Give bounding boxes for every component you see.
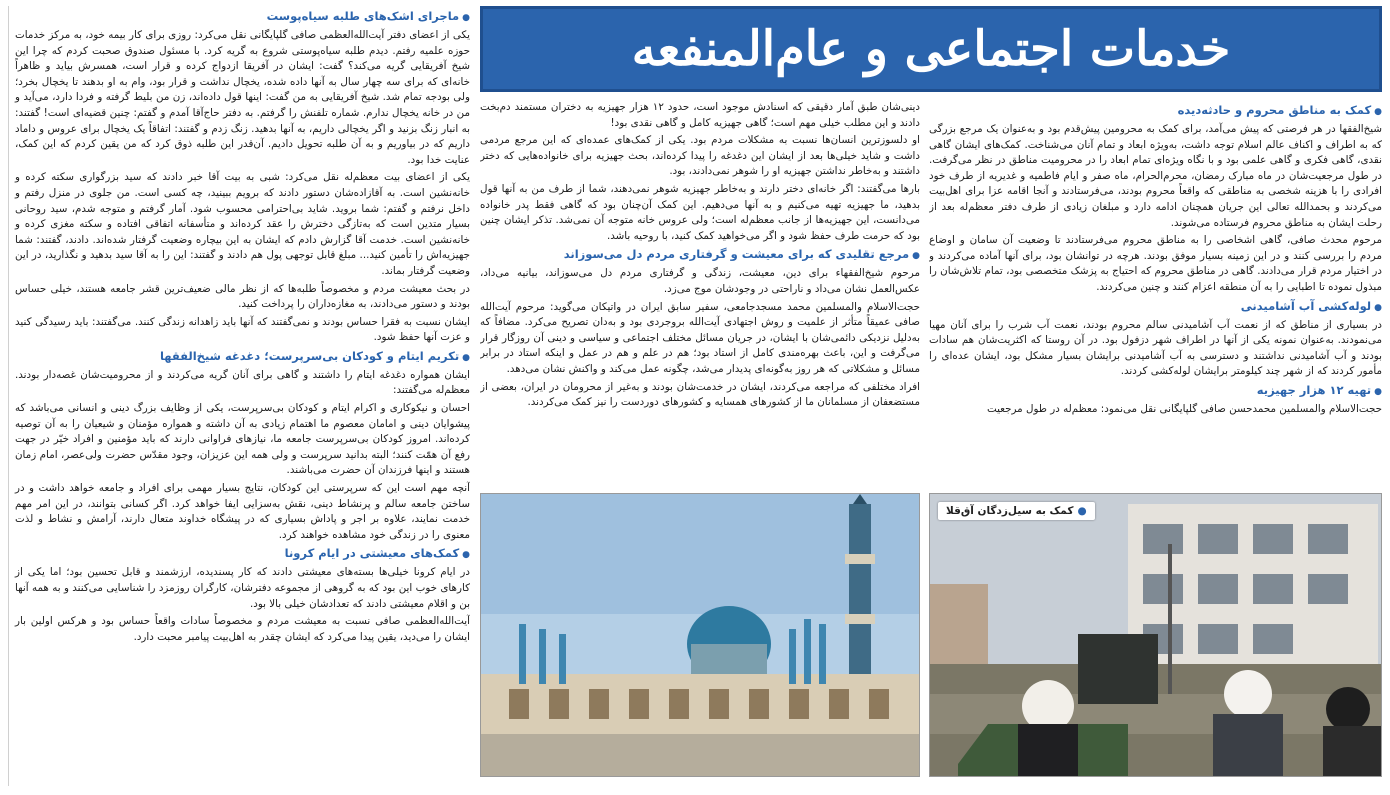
photo-caption — [938, 502, 1095, 520]
bullet-icon: ● — [912, 251, 920, 262]
paragraph: آنچه مهم است این که سرپرستی این کودکان، نتایج بسیار مهمی برای افراد و جامعه خواهد داشت و در ساختن جامعه سالم و پرنشاط دینی، نقش به‌سزایی ایفا خواهد کرد. اگر کسانی بتوانند، در این امر مهم خدمت نمایند، علاوه بر اجر و پاداش بسیاری که در پیشگاه خداوند متعال دارند، آرامش و نشاط و لذت معنوی را در زندگی خود مشاهده خواهند کرد. — [15, 482, 470, 541]
mosque-photo — [480, 493, 920, 777]
paragraph: یکی از اعضای بیت معظم‌له نقل می‌کرد: شبی به بیت آقا خبر دادند که سید بزرگواری سکته کرده و خانه‌نشین است. به آقازاده‌شان دستور دادند که برویم ببینید، چه کسی است. من جلوی در منزل رفتم و داخل نرفتم و گفتم: شما بروید. شاید بی‌احترامی محسوب شود. آمار گرفتم و متوجه شدم، سید روحانی بسیار متدین است که به‌تازگی دخترش را عقد کرده‌اند و متأسفانه اتفاقی افتاده و سکته مغزی کرده و خانه‌نشین است. خدمت آقا گزارش دادم که ایشان به این بیچاره وضعیت گرفتار شده‌اند. دادند، گفتند: شما جهیزیه‌اش را تأمین کنید... مبلغ قابل توجهی پول هم دادند و گفتند: این را به آقا سید بدهید و نگذارید، در این وضعیت گرفتار بماند. — [15, 171, 470, 277]
left-column — [8, 6, 470, 786]
paragraph: در بحث معیشت مردم و مخصوصاً طلبه‌ها که از نظر مالی ضعیف‌ترین قشر جامعه هستند، خیلی حساس بودند و دستور می‌دادند، به مغازه‌داران را پرداخت کنید. — [15, 282, 470, 311]
heading-text: ماجرای اشک‌های طلبه سیاه‌پوست — [266, 9, 460, 23]
paragraph: بارها می‌گفتند: اگر خانه‌ای دختر دارند و به‌خاطر جهیزیه شوهر نمی‌دهند، شما از طرف من به آنها قول بدهید، ما جهیزیه تهیه می‌کنیم و به آنها می‌دهیم. این کمک آن‌چنان بود که گاهی فقط پدر خانواده می‌دانست، این جهیزیه‌ها از جانب معظم‌له است؛ ولی عروس خانه متوجه آن نمی‌شد. تذکر ایشان چنین بود که حرمت طرف حفظ شود و اگر می‌خواهید کمک کنید، با روحیه باشد. — [480, 182, 920, 242]
bullet-icon: ● — [1077, 505, 1087, 517]
paragraph: ایشان همواره دغدغه ایتام را داشتند و گاهی برای آنان گریه می‌کردند و از محرومیت‌شان غصه‌دار بودند. معظم‌له می‌گفتند: — [15, 368, 470, 397]
paragraph: یکی از اعضای دفتر آیت‌الله‌العظمی صافی گلپایگانی نقل می‌کرد: روزی برای کار بیمه خود، به مرکز خدمات حوزه علمیه رفتم. دیدم طلبه سیاه‌پوستی شروع به گریه کرد. با مسئول صندوق صحبت کردم که چرا این شیخ آفریقایی گریه می‌کند؟ گفت: ایشان در آفریقا ازدواج کرده و قرار است، همسرش بیاید و ظاهراً خانه‌ای که برای سه چهار سال به آنها داده شده، یخچال نداشت و قرار بود، وام به او بدهند تا یخچال بخرد؛ ولی بودجه تمام شد. شیخ آفریقایی به من گفت: اینها قول داده‌اند، زن من بلیط گرفته و فردا دارد، می‌آید و من در خانه یخچال ندارم. شماره تلفنش را گرفتم. به دفتر حاج‌آقا آمدم و گفتم: چنین قضیه‌ای است! گفتند: به انبار زنگ بزنید و اگر یخچالی داریم، به آنها بدهید. زنگ زدم و گفتند: اتفاقاً یک یخچال برای عروس و داماد داریم که در بیاوریم و به آن طلبه تحویل دادیم. آن‌قدر این طلبه ذوق کرد که من یقین کردم که این کمک، عنایت خدا بود. — [15, 29, 470, 166]
bullet-icon: ● — [1374, 386, 1382, 397]
caption-text: کمک به سیل‌زدگان آق‌قلا — [946, 505, 1074, 517]
paragraph: افراد مختلفی که مراجعه می‌کردند، ایشان در خدمت‌شان بودند و به‌غیر از محرومان در ایران، بعضی از مستضعفان از مسلمانان ما از کشورهای همسایه و کشورهای دوردست را نیز کمک می‌کردند. — [480, 380, 920, 409]
paragraph: حجت‌الاسلام والمسلمین محمد مسجدجامعی، سفیر سابق ایران در واتیکان می‌گوید: مرحوم آیت‌الله صافی عمیقاً متأثر از علمیت و روش اجتهادی آیت‌الله بروجردی بود و به‌دان تصریح می‌کرد. مضافاً که به‌دلیل نزدیکی دائمی‌شان با ایشان، در جریان مسائل مختلف اجتماعی و سیاسی و دینی آن روزگار قرار می‌گرفت و این، باعث بهره‌مندی کامل از استاد بود؛ هم در علم و هم در عمل و اینکه استاد در برابر مسائل و مشکلاتی که هر روز به‌گونه‌ای پدیدار می‌شد، چگونه عمل می‌کند و واکنش نشان می‌دهد. — [480, 300, 920, 375]
heading-text: لوله‌کشی آب آشامیدنی — [1240, 298, 1372, 313]
section-heading — [929, 382, 1382, 400]
bullet-icon: ● — [462, 352, 470, 363]
bullet-icon: ● — [462, 550, 470, 561]
paragraph: در ایام کرونا خیلی‌ها بسته‌های معیشتی دادند که کار پسندیده، ارزشمند و قابل تحسین بود؛ اما یکی از کارهای خوب این بود که به گروهی از مجموعه دفترشان، کارگران روزمزد را شناسایی می‌کنند و به همه آنها بن و اقلام معیشتی دادند که تعدادشان خیلی بالا بود. — [15, 566, 470, 610]
section-heading — [15, 348, 470, 366]
paragraph: آیت‌الله‌العظمی صافی نسبت به معیشت مردم و مخصوصاً سادات واقعاً حساس بود و هرکس اولین بار ایشان را می‌دید، یقین پیدا می‌کرد که ایشان چقدر به اهل‌بیت پیامبر محبت دارد. — [15, 615, 470, 643]
mosque-illustration — [480, 494, 919, 777]
right-column — [929, 100, 1382, 488]
paragraph: مرحوم شیخ‌الفقهاء برای دین، معیشت، زندگی و گرفتاری مردم دل می‌سوزاند، بیانیه می‌داد، عکس‌العمل نشان می‌داد و ناراحتی در وجودشان موج می‌زد. — [480, 267, 920, 295]
bullet-icon: ● — [462, 13, 470, 23]
paragraph: حجت‌الاسلام والمسلمین محمدحسن صافی گلپایگانی نقل می‌نمود: معظم‌له در طول مرجعیت — [986, 402, 1382, 415]
paragraph: در بسیاری از مناطق که از نعمت آب آشامیدنی سالم محروم بودند، نعمت آب شرب را برای آنان مهیا می‌نمودند. به‌عنوان نمونه یکی از آنها در اطراف شهر دزفول بود. در آن روستا که اکثریت‌شان هم سادات بودند و آب آشامیدنی نداشتند و دسترسی به آب آشامیدنی برایشان بسیار مشکل بود، ایشان عده‌ای را مأمور کردند که از شهر چند کیلومتر برایشان لوله‌کشی کردند. — [929, 318, 1382, 378]
paragraph: ایشان نسبت به فقرا حساس بودند و نمی‌گفتند که آنها باید زاهدانه زندگی کنند. می‌گفتند: باید رسیدگی کنید و عزت آنها حفظ شود. — [15, 315, 470, 344]
heading-text: تهیه ۱۲ هزار جهیزیه — [1256, 382, 1372, 397]
middle-column — [480, 100, 920, 488]
bullet-icon: ● — [1374, 107, 1382, 117]
paragraph: احسان و نیکوکاری و اکرام ایتام و کودکان بی‌سرپرست، یکی از وظایف بزرگ دینی و انسانی می‌باشد که پیشوایان دینی و امامان معصوم ما اهتمام زیادی به آن داشته و همواره مؤمنان و شیعیان را به آن توصیه کرده‌اند. امروز کودکان بی‌سرپرست جامعه ما، نیازهای فراوانی دارند که باید مؤمنین و افراد خیّر در جهت رفع آن همّت کنند؛ البته بدانید سرپرست و ولی همه این عزیزان، وجود مقدّس حضرت ولی‌عصر، امام زمان هستند و اینها فرزندان آن حضرت می‌باشند. — [15, 402, 470, 477]
section-heading — [15, 8, 470, 26]
heading-text: کمک‌های معیشتی در ایام کرونا — [284, 546, 460, 561]
flood-relief-photo — [929, 493, 1382, 777]
section-heading — [929, 298, 1382, 316]
paragraph: مرحوم محدث صافی، گاهی اشخاصی را به مناطق محروم می‌فرستادند تا وضعیت آن سامان و اوضاع مردم را بررسی کنند و در این زمینه بسیار موفق بودند. هرچه در توانشان بود، برای آنها آماده می‌کردند و در اختیار مردم قرار می‌دادند. گاهی در مناطق محروم که احتیاج به پزشک متخصصی بود، تمام تلاش‌شان را مبذول نموده تا اطبایی را به آن منطقه اعزام کنند و چنین می‌کردند. — [929, 234, 1382, 293]
section-banner — [480, 6, 1382, 92]
section-heading — [480, 246, 920, 264]
banner-title: خدمات اجتماعی و عام‌المنفعه — [631, 21, 1231, 77]
paragraph: دینی‌شان طبق آمار دقیقی که اسنادش موجود است، حدود ۱۲ هزار جهیزیه به دختران مستمند دم‌بخت دادند و این مطلب خیلی مهم است؛ گاهی جهیزیه کامل و گاهی نقدی بود! — [480, 101, 920, 129]
heading-text: تکریم ایتام و کودکان بی‌سرپرست؛ دغدغه شیخ‌الفقها — [159, 348, 460, 363]
paragraph: او دلسوزترین انسان‌ها نسبت به مشکلات مردم بود. یکی از کمک‌های عمده‌ای که این مرجع مردمی داشت و شاید خیلی‌ها بعد از ایشان این دغدغه را پیدا کرده‌اند، بحث جهیزیه برای خانواده‌هایی که دختر داشتند و به‌خاطر نداشتن جهیزیه او را شوهر نمی‌دادند، بود. — [480, 134, 920, 178]
paragraph: شیخ‌الفقها در هر فرصتی که پیش می‌آمد، برای کمک به محرومین پیش‌قدم بود و به‌عنوان یک مرجع بزرگی که به اطراف و اکناف عالم اسلام توجه داشت، به‌ویژه ابعاد و تمام آنان می‌شناخت. کمک‌های ایشان گاهی نقدی، گاهی فکری و گاهی علمی بود و با نگاه ویژه‌ای تمام ابعاد را در محرومیت مناطق در نظر می‌گرفت. در طول مرجعیت‌شان در ماه مبارک رمضان، محرم‌الحرام، ماه صفر و ایام فاطمیه و غدیریه از طرف خود افرادی را با هزینه شخصی به مناطقی که واقعاً محروم بودند، می‌فرستادند و آنجا اقامه عزا برای اهل‌بیت می‌کردند و بحمدالله تعالی این جریان همچنان ادامه دارد و مبلغان زیادی از طرف دفتر معظم‌له بعد از رحلت ایشان به مناطق محروم فرستاده می‌شوند. — [929, 123, 1382, 229]
flood-scene-illustration — [929, 494, 1381, 777]
section-heading — [929, 102, 1382, 120]
bullet-icon: ● — [1374, 302, 1382, 313]
heading-text: مرجع تقلیدی که برای معیشت و گرفتاری مردم دل می‌سوزاند — [563, 247, 910, 262]
section-heading — [15, 545, 470, 563]
heading-text: کمک به مناطق محروم و حادثه‌دیده — [1177, 103, 1372, 117]
